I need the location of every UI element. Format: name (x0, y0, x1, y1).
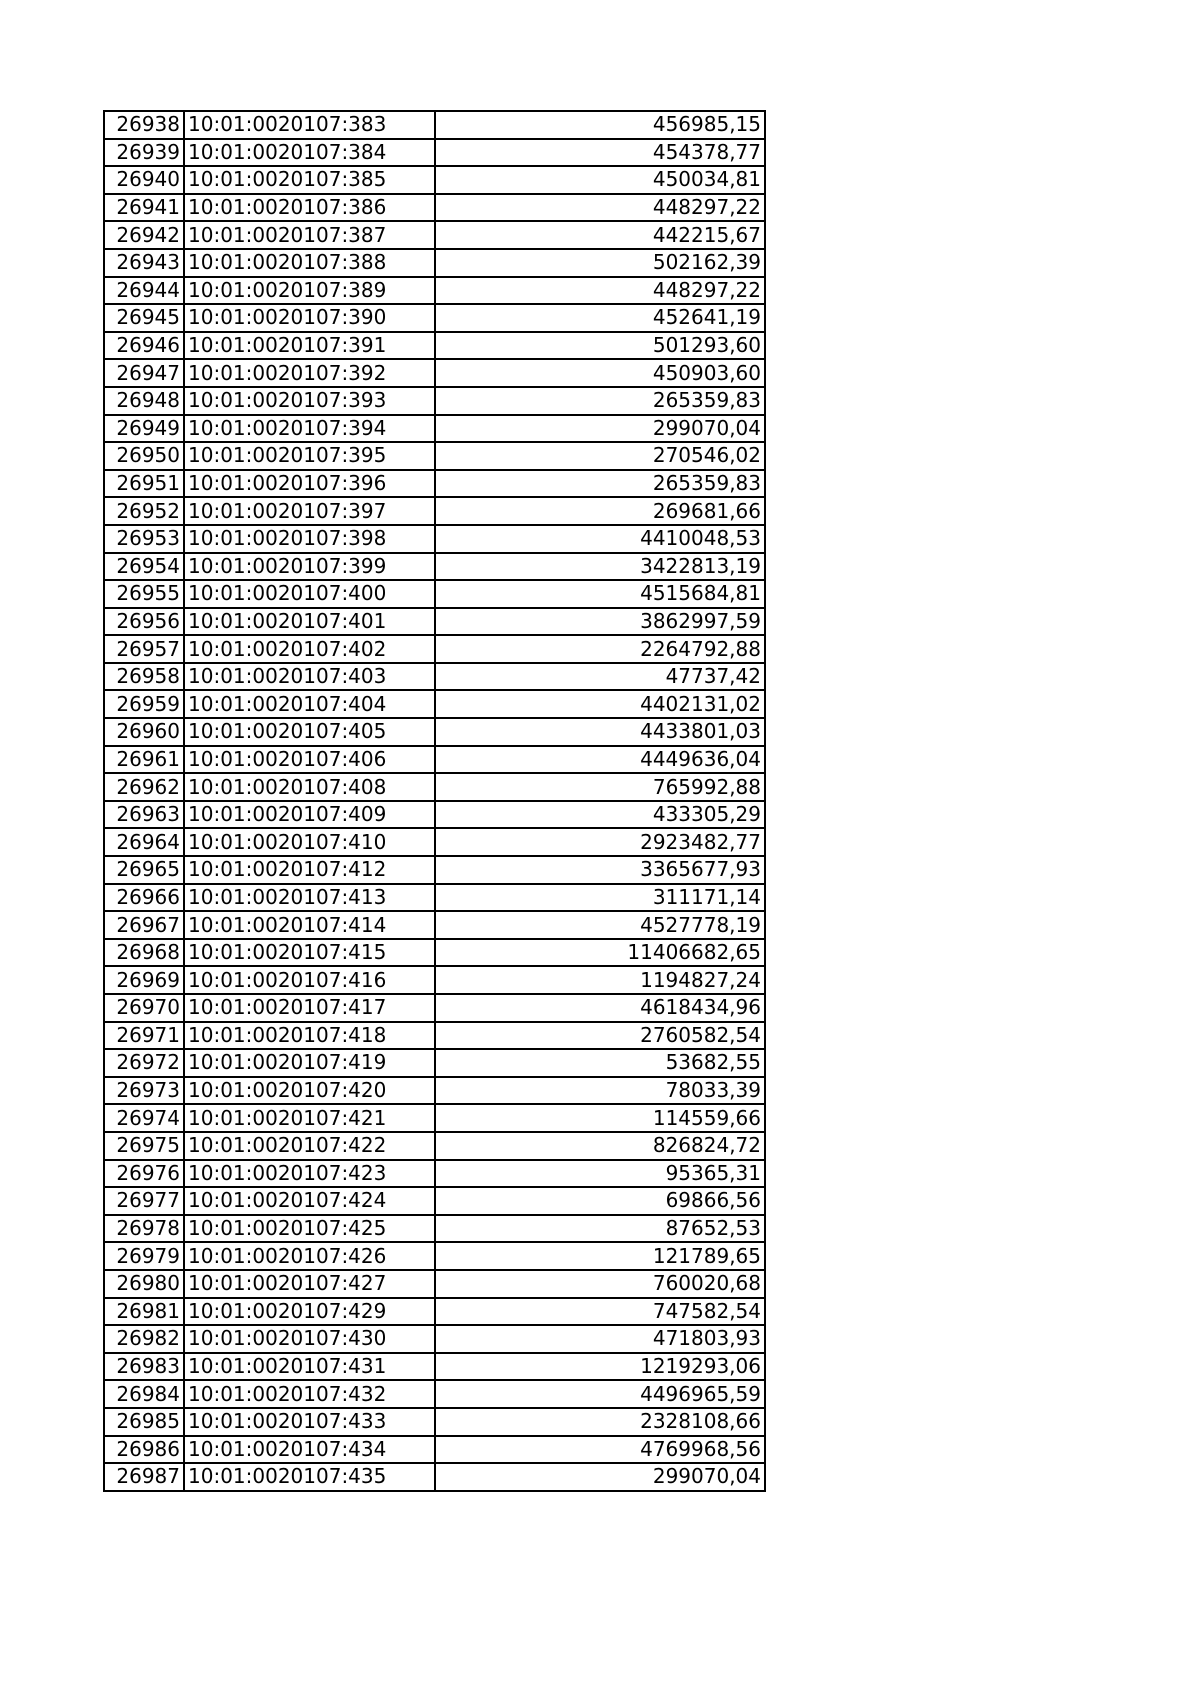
value-cell: 114559,66 (435, 1104, 765, 1132)
cadastral-number-cell: 10:01:0020107:430 (184, 1325, 435, 1353)
row-number-cell: 26956 (104, 608, 184, 636)
table-row (104, 332, 765, 360)
cadastral-number-cell: 10:01:0020107:418 (184, 1022, 435, 1050)
table-row (104, 1242, 765, 1270)
table-row (104, 773, 765, 801)
value-cell: 433305,29 (435, 801, 765, 829)
value-cell: 448297,22 (435, 194, 765, 222)
value-cell: 452641,19 (435, 304, 765, 332)
table-row (104, 1463, 765, 1491)
row-number-cell: 26966 (104, 884, 184, 912)
value-cell: 4410048,53 (435, 525, 765, 553)
table-row (104, 801, 765, 829)
cadastral-number-cell: 10:01:0020107:394 (184, 415, 435, 443)
cadastral-number-cell: 10:01:0020107:406 (184, 746, 435, 774)
cadastral-number-cell: 10:01:0020107:424 (184, 1187, 435, 1215)
table-row (104, 442, 765, 470)
row-number-cell: 26940 (104, 166, 184, 194)
value-cell: 4527778,19 (435, 911, 765, 939)
value-cell: 3862997,59 (435, 608, 765, 636)
cadastral-number-cell: 10:01:0020107:393 (184, 387, 435, 415)
value-cell: 95365,31 (435, 1160, 765, 1188)
value-cell: 1194827,24 (435, 966, 765, 994)
row-number-cell: 26972 (104, 1049, 184, 1077)
cadastral-number-cell: 10:01:0020107:388 (184, 249, 435, 277)
cadastral-number-cell: 10:01:0020107:389 (184, 277, 435, 305)
table-row (104, 1270, 765, 1298)
value-cell: 4769968,56 (435, 1436, 765, 1464)
cadastral-number-cell: 10:01:0020107:383 (184, 111, 435, 139)
table-row (104, 1215, 765, 1243)
cadastral-number-cell: 10:01:0020107:408 (184, 773, 435, 801)
row-number-cell: 26987 (104, 1463, 184, 1491)
cadastral-number-cell: 10:01:0020107:421 (184, 1104, 435, 1132)
row-number-cell: 26968 (104, 939, 184, 967)
table-row (104, 249, 765, 277)
cadastral-number-cell: 10:01:0020107:415 (184, 939, 435, 967)
value-cell: 87652,53 (435, 1215, 765, 1243)
cadastral-number-cell: 10:01:0020107:384 (184, 139, 435, 167)
cadastral-number-cell: 10:01:0020107:392 (184, 359, 435, 387)
row-number-cell: 26938 (104, 111, 184, 139)
row-number-cell: 26958 (104, 663, 184, 691)
table-row (104, 911, 765, 939)
row-number-cell: 26969 (104, 966, 184, 994)
value-cell: 2328108,66 (435, 1408, 765, 1436)
cadastral-number-cell: 10:01:0020107:404 (184, 690, 435, 718)
table-row (104, 828, 765, 856)
value-cell: 69866,56 (435, 1187, 765, 1215)
cadastral-number-cell: 10:01:0020107:397 (184, 497, 435, 525)
table-row (104, 635, 765, 663)
value-cell: 47737,42 (435, 663, 765, 691)
value-cell: 448297,22 (435, 277, 765, 305)
value-cell: 11406682,65 (435, 939, 765, 967)
row-number-cell: 26945 (104, 304, 184, 332)
cadastral-number-cell: 10:01:0020107:390 (184, 304, 435, 332)
table-row (104, 1077, 765, 1105)
cadastral-number-cell: 10:01:0020107:387 (184, 221, 435, 249)
table-row (104, 994, 765, 1022)
table-row (104, 1187, 765, 1215)
cadastral-number-cell: 10:01:0020107:416 (184, 966, 435, 994)
value-cell: 4618434,96 (435, 994, 765, 1022)
cadastral-number-cell: 10:01:0020107:386 (184, 194, 435, 222)
value-cell: 3422813,19 (435, 553, 765, 581)
row-number-cell: 26986 (104, 1436, 184, 1464)
table-row (104, 1436, 765, 1464)
cadastral-number-cell: 10:01:0020107:427 (184, 1270, 435, 1298)
cadastral-number-cell: 10:01:0020107:419 (184, 1049, 435, 1077)
table-row (104, 1160, 765, 1188)
table-row (104, 194, 765, 222)
cadastral-number-cell: 10:01:0020107:431 (184, 1353, 435, 1381)
table-row (104, 277, 765, 305)
value-cell: 450903,60 (435, 359, 765, 387)
row-number-cell: 26975 (104, 1132, 184, 1160)
value-cell: 4496965,59 (435, 1380, 765, 1408)
cadastral-number-cell: 10:01:0020107:423 (184, 1160, 435, 1188)
row-number-cell: 26980 (104, 1270, 184, 1298)
cadastral-number-cell: 10:01:0020107:413 (184, 884, 435, 912)
row-number-cell: 26973 (104, 1077, 184, 1105)
cadastral-number-cell: 10:01:0020107:409 (184, 801, 435, 829)
table-row (104, 608, 765, 636)
value-cell: 826824,72 (435, 1132, 765, 1160)
table-row (104, 690, 765, 718)
cadastral-number-cell: 10:01:0020107:403 (184, 663, 435, 691)
cadastral-number-cell: 10:01:0020107:402 (184, 635, 435, 663)
cadastral-number-cell: 10:01:0020107:417 (184, 994, 435, 1022)
cadastral-number-cell: 10:01:0020107:422 (184, 1132, 435, 1160)
row-number-cell: 26967 (104, 911, 184, 939)
value-cell: 454378,77 (435, 139, 765, 167)
cadastral-number-cell: 10:01:0020107:395 (184, 442, 435, 470)
value-cell: 2923482,77 (435, 828, 765, 856)
table-row (104, 1408, 765, 1436)
cadastral-number-cell: 10:01:0020107:401 (184, 608, 435, 636)
value-cell: 747582,54 (435, 1298, 765, 1326)
row-number-cell: 26971 (104, 1022, 184, 1050)
table-row (104, 1325, 765, 1353)
table-row (104, 663, 765, 691)
value-cell: 299070,04 (435, 415, 765, 443)
value-cell: 442215,67 (435, 221, 765, 249)
value-cell: 269681,66 (435, 497, 765, 525)
value-cell: 265359,83 (435, 470, 765, 498)
table-row (104, 166, 765, 194)
cadastral-number-cell: 10:01:0020107:396 (184, 470, 435, 498)
cadastral-number-cell: 10:01:0020107:398 (184, 525, 435, 553)
cadastral-number-cell: 10:01:0020107:412 (184, 856, 435, 884)
row-number-cell: 26970 (104, 994, 184, 1022)
row-number-cell: 26964 (104, 828, 184, 856)
value-cell: 121789,65 (435, 1242, 765, 1270)
table-row (104, 497, 765, 525)
spreadsheet-page (103, 110, 764, 1492)
row-number-cell: 26976 (104, 1160, 184, 1188)
cadastral-number-cell: 10:01:0020107:435 (184, 1463, 435, 1491)
cadastral-number-cell: 10:01:0020107:425 (184, 1215, 435, 1243)
value-cell: 4449636,04 (435, 746, 765, 774)
table-row (104, 1049, 765, 1077)
table-body (104, 111, 765, 1491)
cadastral-number-cell: 10:01:0020107:433 (184, 1408, 435, 1436)
value-cell: 4402131,02 (435, 690, 765, 718)
cadastral-number-cell: 10:01:0020107:426 (184, 1242, 435, 1270)
cadastral-number-cell: 10:01:0020107:414 (184, 911, 435, 939)
cadastral-number-cell: 10:01:0020107:391 (184, 332, 435, 360)
row-number-cell: 26984 (104, 1380, 184, 1408)
cadastral-number-cell: 10:01:0020107:432 (184, 1380, 435, 1408)
cadastral-number-cell: 10:01:0020107:405 (184, 718, 435, 746)
value-cell: 1219293,06 (435, 1353, 765, 1381)
table-row (104, 939, 765, 967)
row-number-cell: 26985 (104, 1408, 184, 1436)
value-cell: 270546,02 (435, 442, 765, 470)
row-number-cell: 26959 (104, 690, 184, 718)
row-number-cell: 26962 (104, 773, 184, 801)
table-row (104, 1132, 765, 1160)
value-cell: 265359,83 (435, 387, 765, 415)
cadastral-number-cell: 10:01:0020107:410 (184, 828, 435, 856)
row-number-cell: 26981 (104, 1298, 184, 1326)
value-cell: 3365677,93 (435, 856, 765, 884)
value-cell: 4515684,81 (435, 580, 765, 608)
row-number-cell: 26978 (104, 1215, 184, 1243)
row-number-cell: 26941 (104, 194, 184, 222)
table-row (104, 415, 765, 443)
cadastral-number-cell: 10:01:0020107:429 (184, 1298, 435, 1326)
table-row (104, 139, 765, 167)
table-row (104, 1022, 765, 1050)
table-row (104, 966, 765, 994)
row-number-cell: 26950 (104, 442, 184, 470)
table-row (104, 580, 765, 608)
table-row (104, 856, 765, 884)
row-number-cell: 26948 (104, 387, 184, 415)
row-number-cell: 26955 (104, 580, 184, 608)
value-cell: 760020,68 (435, 1270, 765, 1298)
row-number-cell: 26982 (104, 1325, 184, 1353)
table-row (104, 111, 765, 139)
row-number-cell: 26951 (104, 470, 184, 498)
row-number-cell: 26960 (104, 718, 184, 746)
value-cell: 311171,14 (435, 884, 765, 912)
value-cell: 450034,81 (435, 166, 765, 194)
row-number-cell: 26953 (104, 525, 184, 553)
row-number-cell: 26944 (104, 277, 184, 305)
row-number-cell: 26979 (104, 1242, 184, 1270)
row-number-cell: 26952 (104, 497, 184, 525)
table-row (104, 746, 765, 774)
table-row (104, 304, 765, 332)
value-cell: 501293,60 (435, 332, 765, 360)
table-row (104, 884, 765, 912)
value-cell: 471803,93 (435, 1325, 765, 1353)
row-number-cell: 26943 (104, 249, 184, 277)
table-row (104, 1380, 765, 1408)
cadastral-number-cell: 10:01:0020107:420 (184, 1077, 435, 1105)
value-cell: 4433801,03 (435, 718, 765, 746)
value-cell: 502162,39 (435, 249, 765, 277)
cadastral-number-cell: 10:01:0020107:434 (184, 1436, 435, 1464)
cadastral-number-cell: 10:01:0020107:400 (184, 580, 435, 608)
row-number-cell: 26942 (104, 221, 184, 249)
table-row (104, 718, 765, 746)
table-row (104, 359, 765, 387)
row-number-cell: 26965 (104, 856, 184, 884)
value-cell: 78033,39 (435, 1077, 765, 1105)
row-number-cell: 26954 (104, 553, 184, 581)
row-number-cell: 26957 (104, 635, 184, 663)
value-cell: 2264792,88 (435, 635, 765, 663)
table-row (104, 553, 765, 581)
row-number-cell: 26983 (104, 1353, 184, 1381)
table-row (104, 221, 765, 249)
row-number-cell: 26963 (104, 801, 184, 829)
table-row (104, 1104, 765, 1132)
value-cell: 765992,88 (435, 773, 765, 801)
row-number-cell: 26977 (104, 1187, 184, 1215)
value-cell: 299070,04 (435, 1463, 765, 1491)
cadastral-value-table (103, 110, 766, 1492)
cadastral-number-cell: 10:01:0020107:385 (184, 166, 435, 194)
row-number-cell: 26946 (104, 332, 184, 360)
row-number-cell: 26961 (104, 746, 184, 774)
value-cell: 2760582,54 (435, 1022, 765, 1050)
table-row (104, 1353, 765, 1381)
row-number-cell: 26939 (104, 139, 184, 167)
value-cell: 53682,55 (435, 1049, 765, 1077)
cadastral-number-cell: 10:01:0020107:399 (184, 553, 435, 581)
table-row (104, 387, 765, 415)
table-row (104, 1298, 765, 1326)
table-row (104, 470, 765, 498)
row-number-cell: 26974 (104, 1104, 184, 1132)
table-row (104, 525, 765, 553)
value-cell: 456985,15 (435, 111, 765, 139)
row-number-cell: 26949 (104, 415, 184, 443)
row-number-cell: 26947 (104, 359, 184, 387)
